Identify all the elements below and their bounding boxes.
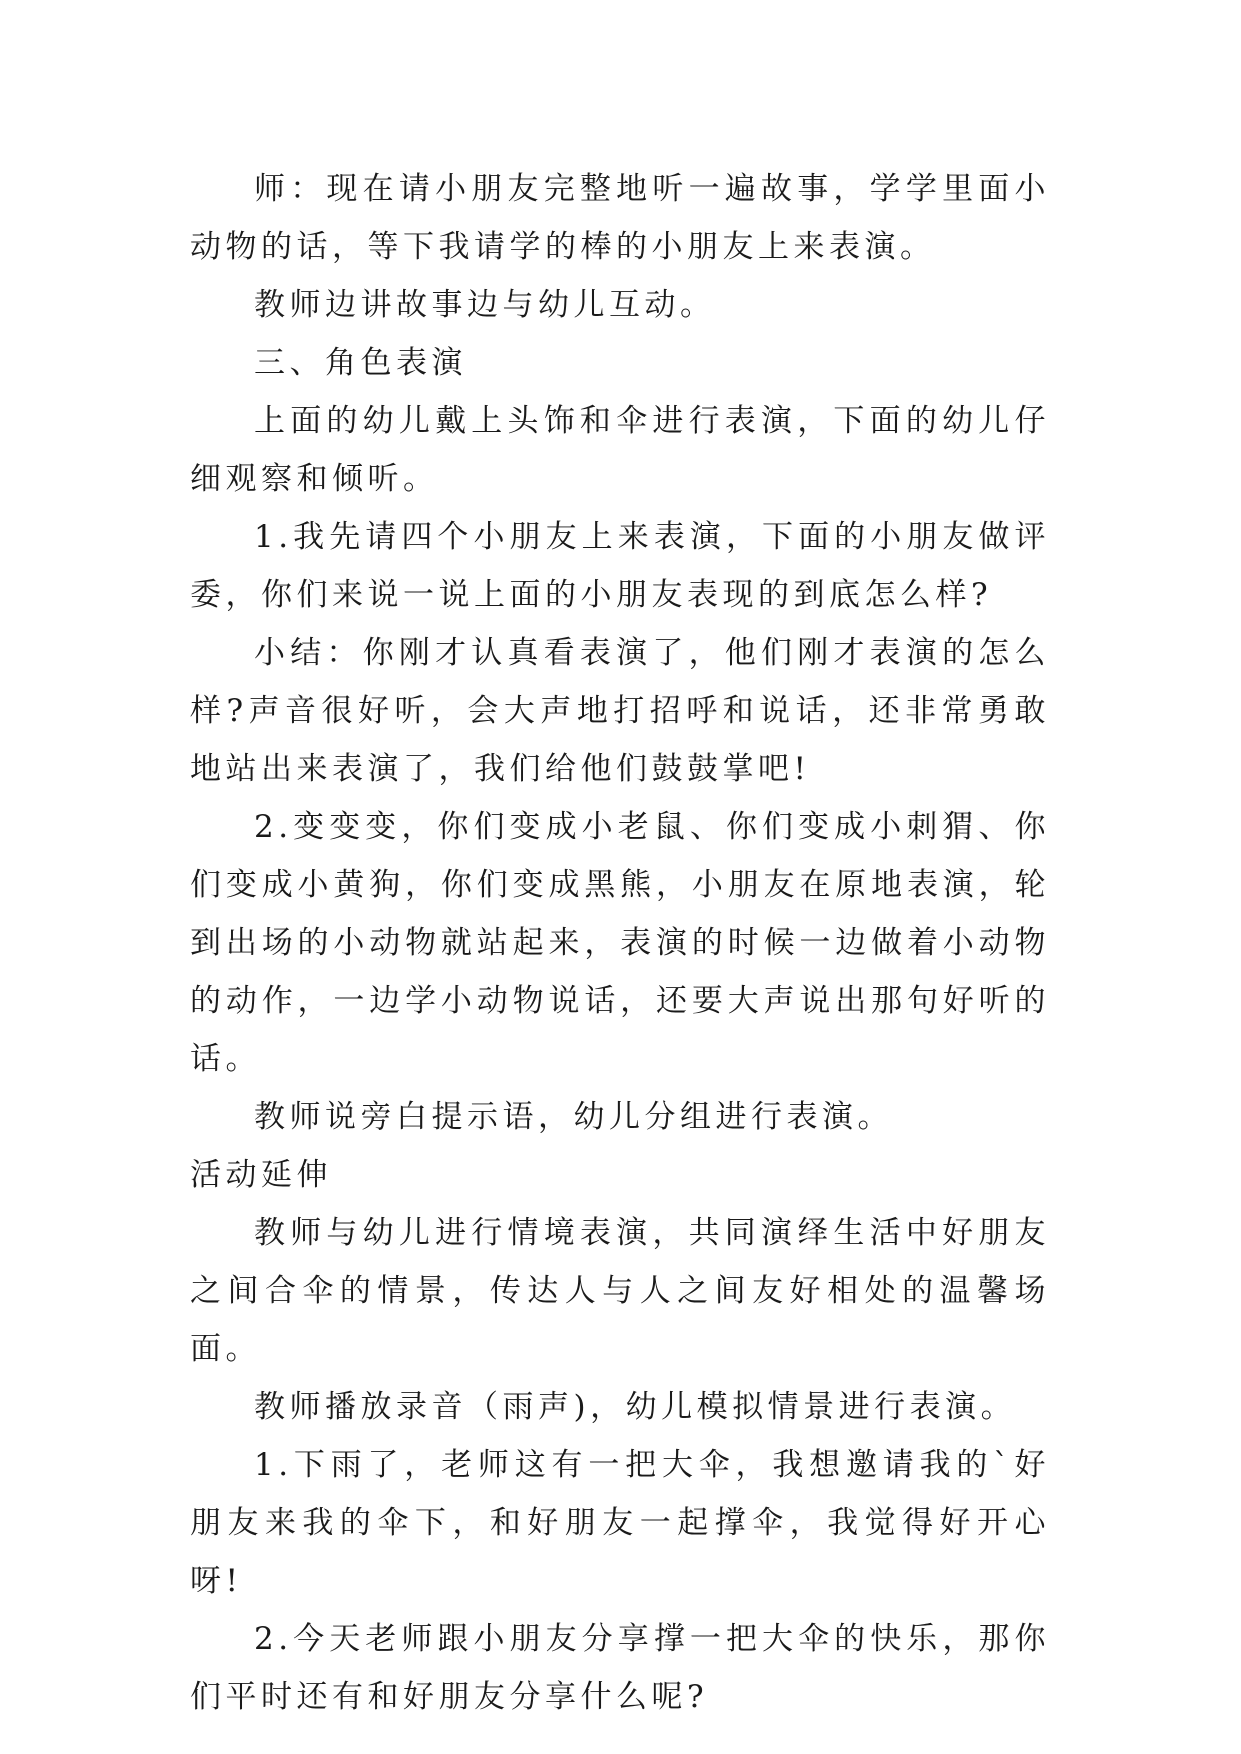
document-body bbox=[190, 160, 1050, 1726]
paragraph-step-1-judges: 1.我先请四个小朋友上来表演，下面的小朋友做评委，你们来说一说上面的小朋友表现的到底怎么样? bbox=[190, 519, 1050, 613]
section-heading-role-play: 三、角色表演 bbox=[254, 345, 467, 381]
paragraph-headwear-performance: 上面的幼儿戴上头饰和伞进行表演，下面的幼儿仔细观察和倾听。 bbox=[190, 403, 1050, 497]
paragraph-rain-recording: 教师播放录音（雨声)，幼儿模拟情景进行表演。 bbox=[254, 1389, 1017, 1425]
paragraph-narration: 教师说旁白提示语，幼儿分组进行表演。 bbox=[254, 1099, 893, 1135]
paragraph-interaction: 教师边讲故事边与幼儿互动。 bbox=[254, 287, 716, 323]
paragraph-step-2-sharing: 2.今天老师跟小朋友分享撑一把大伞的快乐，那你们平时还有和好朋友分享什么呢? bbox=[190, 1621, 1050, 1715]
paragraph-situational-play: 教师与幼儿进行情境表演，共同演绎生活中好朋友之间合伞的情景，传达人与人之间友好相处的温馨场面。 bbox=[190, 1215, 1050, 1367]
paragraph-step-1-umbrella: 1.下雨了，老师这有一把大伞，我想邀请我的`好朋友来我的伞下，和好朋友一起撑伞，我觉得好开心呀! bbox=[190, 1447, 1050, 1599]
paragraph-teacher-story: 师：现在请小朋友完整地听一遍故事，学学里面小动物的话，等下我请学的棒的小朋友上来表演。 bbox=[190, 171, 1050, 265]
paragraph-summary: 小结：你刚才认真看表演了，他们刚才表演的怎么样?声音很好听，会大声地打招呼和说话，还非常勇敢地站出来表演了，我们给他们鼓鼓掌吧! bbox=[190, 635, 1050, 787]
section-heading-extension: 活动延伸 bbox=[190, 1157, 332, 1193]
paragraph-step-2-transform: 2.变变变，你们变成小老鼠、你们变成小刺猬、你们变成小黄狗，你们变成黑熊，小朋友在原地表演，轮到出场的小动物就站起来，表演的时候一边做着小动物的动作，一边学小动物说话，还要大声说出那句好听的话。 bbox=[190, 809, 1050, 1077]
